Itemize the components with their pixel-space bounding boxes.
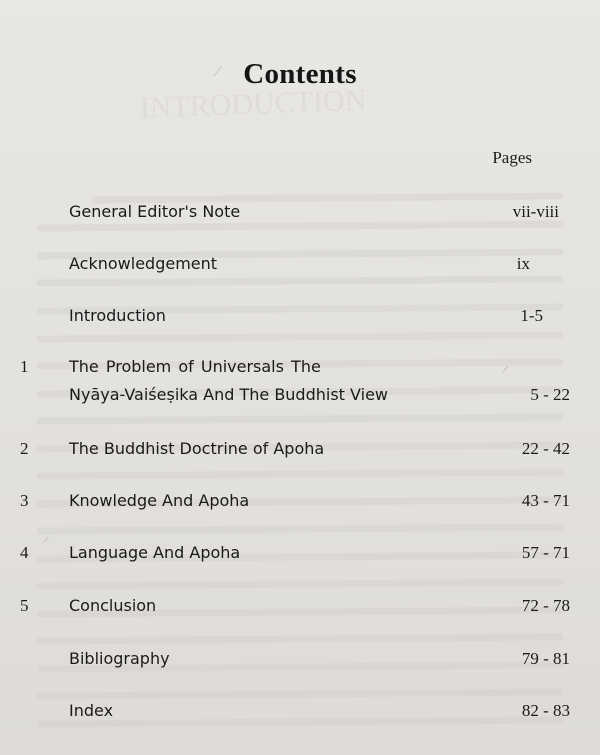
- toc-entry-pages: 1-5: [520, 306, 543, 325]
- toc-entry-number: 3: [20, 491, 29, 510]
- toc-entry-number: 2: [20, 439, 29, 458]
- toc-entry-acknowledgement[interactable]: [0, 254, 600, 280]
- toc-entry-title-line2: Nyāya-Vaiśeṣika And The Buddhist View: [69, 385, 388, 404]
- toc-entry-title: The Buddhist Doctrine of Apoha: [69, 439, 325, 458]
- toc-entry-title: The Problem of Universals The: [69, 357, 321, 376]
- toc-entry-title: Index: [69, 701, 114, 720]
- toc-entry-pages: 82 - 83: [521, 701, 570, 720]
- toc-entry-bibliography[interactable]: [0, 649, 600, 675]
- toc-entry-title: Language And Apoha: [69, 543, 241, 562]
- toc-entry-title: Acknowledgement: [69, 254, 218, 273]
- toc-entry-conclusion[interactable]: [0, 596, 600, 622]
- toc-entry-number: 4: [20, 543, 29, 562]
- toc-entry-language-and-apoha[interactable]: [0, 543, 600, 569]
- toc-entry-title: Introduction: [69, 306, 166, 325]
- svg-text:INTRODUCTION: INTRODUCTION: [139, 83, 367, 125]
- toc-entry-title: General Editor's Note: [69, 202, 241, 221]
- toc-entry-introduction[interactable]: [0, 306, 600, 332]
- toc-entry-general-editors-note[interactable]: [0, 202, 600, 228]
- toc-entry-title: Bibliography: [69, 649, 170, 668]
- page-title: Contents: [243, 58, 357, 90]
- toc-entry-pages: ix: [516, 254, 530, 273]
- pages-column-header: Pages: [492, 148, 532, 167]
- toc-entry-problem-of-universals[interactable]: [0, 357, 600, 409]
- toc-entry-number: 5: [20, 596, 29, 615]
- toc-entry-knowledge-and-apoha[interactable]: [0, 491, 600, 517]
- toc-entry-pages: 22 - 42: [521, 439, 570, 458]
- toc-entry-title: Conclusion: [69, 596, 157, 615]
- toc-entry-pages: vii-viii: [512, 202, 559, 221]
- toc-entry-pages: 57 - 71: [521, 543, 570, 562]
- toc-entry-number: 1: [20, 357, 29, 376]
- toc-entry-pages: 79 - 81: [521, 649, 570, 668]
- toc-entry-pages: 72 - 78: [521, 596, 570, 615]
- toc-entry-title: Knowledge And Apoha: [69, 491, 250, 510]
- toc-entry-pages: 5 - 22: [530, 385, 570, 404]
- toc-entry-pages: 43 - 71: [521, 491, 570, 510]
- toc-entry-index[interactable]: [0, 701, 600, 727]
- toc-entry-buddhist-doctrine-of-apoha[interactable]: [0, 439, 600, 465]
